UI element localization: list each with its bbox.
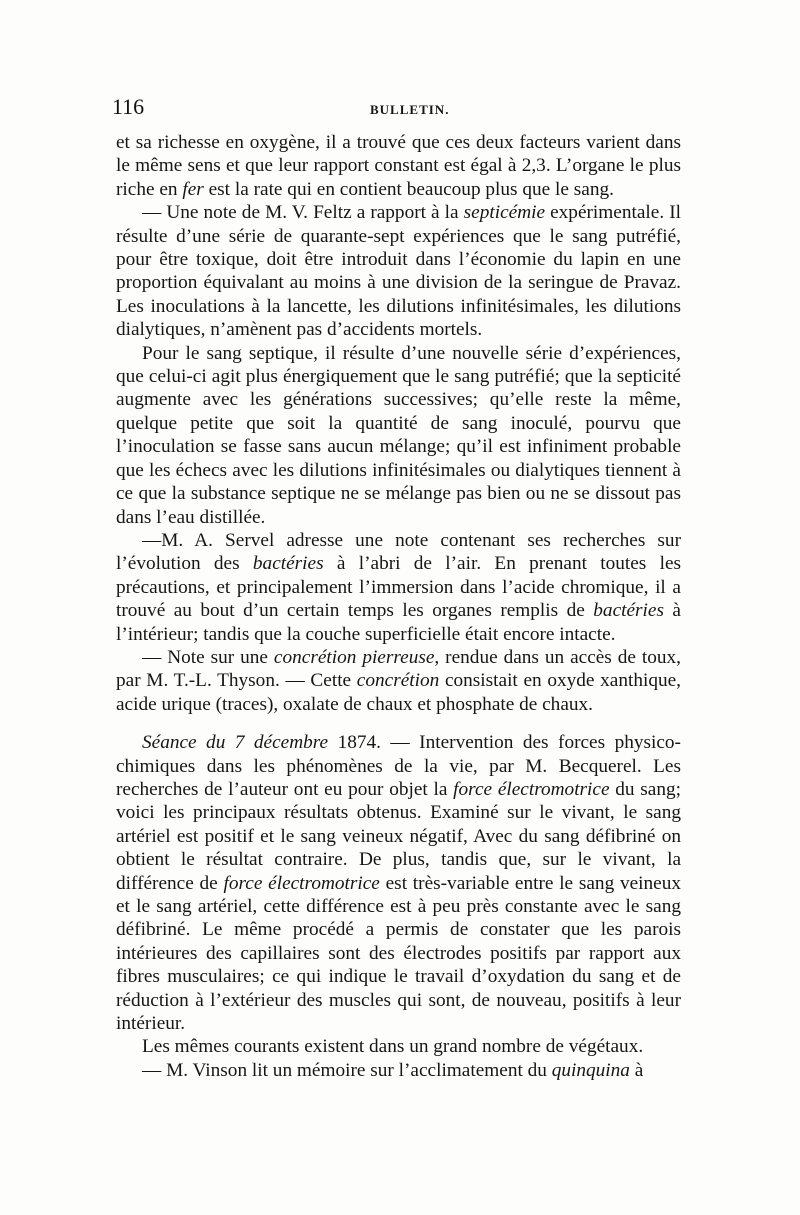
text-run: du sang; voici les principaux résultats obtenus. Examiné sur le vivant, le sang artériel est positif et le sang veineux négatif, Avec du sang défibriné on obtient le résultat contraire. De plus, tandis que, sur le vivant, la différence de	[116, 778, 681, 894]
paragraph-p1	[116, 131, 681, 201]
italic-term: force électromotrice	[453, 778, 610, 800]
text-run: , rendue dans un accès de toux, par M. T.-L. Thyson. — Cette	[116, 646, 681, 692]
text-run: 1874. — Intervention des forces physico-chimiques dans les phénomènes de la vie, par M. Becquerel. Les recherches de l’auteur ont eu pour objet la	[116, 732, 681, 800]
paragraph-p6	[116, 731, 681, 1035]
text-run: expérimentale. Il résulte d’une série de quarante-sept expériences que le sang putréfié, pour être toxique, doit être introduit dans l’économie du lapin en une proportion équivalant au moins à une division de la seringue de Pravaz. Les inoculations à la lancette, les dilutions infinitésimales, les dilutions dialytiques, n’amènent pas d’accidents mortels.	[116, 202, 681, 341]
italic-term: quinquina	[551, 1059, 630, 1081]
paragraph-p3	[116, 342, 681, 529]
text-run: à l’abri de l’air. En prenant toutes les précautions, et principalement l’immersion dans l’acide chromique, il a trouvé au bout d’un certain temps les organes remplis de	[116, 553, 682, 622]
text-run: à	[629, 1059, 644, 1081]
text-run: Les mêmes courants existent dans un grand nombre de végétaux.	[142, 1036, 644, 1058]
text-run: — M. Vinson lit un mémoire sur l’acclimatement du	[142, 1059, 552, 1081]
paragraph-p8	[116, 1059, 681, 1082]
italic-term: bactéries	[593, 600, 664, 622]
italic-term: concrétion pierreuse	[273, 646, 435, 668]
italic-term: concrétion	[356, 670, 440, 692]
text-run: Pour le sang septique, il résulte d’une nouvelle série d’expériences, que celui-ci agit plus énergiquement que le sang putréfié; que la septicité augmente avec les générations successives; qu’elle reste la même, quelque petite que soit la quantité de sang inoculé, pourvu que l’inoculation se fasse sans aucun mélange; qu’il est infiniment probable que les échecs avec les dilutions infinitésimales ou dialytiques tiennent à ce que la substance septique ne se mélange pas bien ou ne se dissout pas dans l’eau distillée.	[116, 342, 681, 528]
italic-term: Séance du 7 décembre	[142, 732, 329, 754]
running-title: BULLETIN.	[370, 102, 450, 117]
italic-term: force électromotrice	[223, 872, 380, 894]
italic-term: fer	[182, 178, 204, 200]
page-header	[112, 94, 682, 128]
paragraph-p7	[116, 1035, 681, 1058]
italic-term: septicémie	[463, 202, 546, 224]
italic-term: bactéries	[252, 553, 324, 575]
text-run: est la rate qui en contient beaucoup plus que le sang.	[203, 178, 614, 200]
text-run: et sa richesse en oxygène, il a trouvé que ces deux facteurs varient dans le même sens et que leur rapport constant est égal à 2,3. L’organe le plus riche en	[116, 132, 681, 200]
text-run: est très-variable entre le sang veineux et le sang artériel, cette différence est à peu près constante avec le sang défibriné. Le même procédé a permis de constater que les parois intérieures des capillaires sont des électrodes positifs par rapport aux fibres musculaires; ce qui indique le travail d’oxydation du sang et de réduction à l’extérieur des muscles qui sont, de nouveau, positifs à leur intérieur.	[116, 872, 681, 1035]
page-number: 116	[112, 94, 145, 119]
text-run: à l’intérieur; tandis que la couche superficielle était encore intacte.	[116, 600, 681, 645]
paragraph-p4	[116, 529, 681, 646]
text-run: consistait en oxyde xanthique, acide urique (traces), oxalate de chaux et phosphate de chaux.	[116, 670, 681, 715]
text-run: — Une note de M. V. Feltz a rapport à la	[142, 202, 464, 224]
body-text	[116, 131, 681, 1082]
text-run: —M. A. Servel adresse une note contenant ses recherches sur l’évolution des	[116, 529, 681, 575]
paragraph-p5	[116, 646, 681, 716]
paragraph-p2	[116, 201, 681, 341]
text-run: — Note sur une	[142, 646, 274, 668]
